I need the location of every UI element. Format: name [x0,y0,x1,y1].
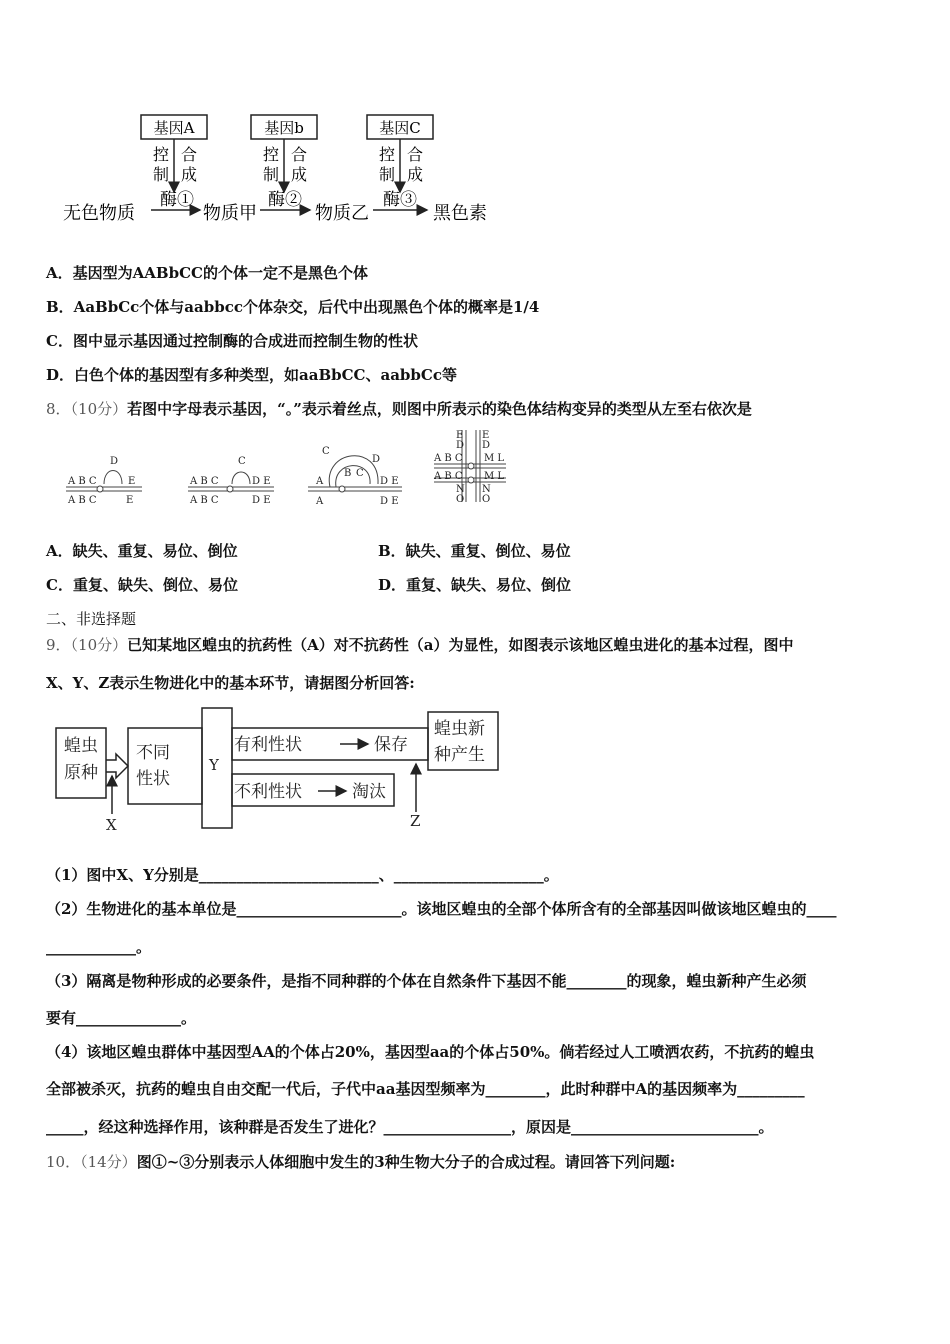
q8-number: 8． [46,400,71,418]
z-label: Z [410,812,421,830]
c4-left2: A B C [434,471,463,482]
c4-bl2: O [456,494,465,505]
c1-bottom-right: E [126,495,134,506]
q9-stem1: 已知某地区蝗虫的抗药性（A）对不抗药性（a）为显性，如图表示该地区蝗虫进化的基本过程，图中 [127,636,794,654]
q8-option-c: C．重复、缺失、倒位、易位 [46,576,238,594]
c1-top-left: A B C [68,476,97,487]
q9-sub1: （1）图中X、Y分别是________________________、____________________。 [46,866,559,884]
q9-score: （10分） [70,636,128,654]
q8-option-d: D．重复、缺失、易位、倒位 [378,576,572,594]
c4-br2: O [482,494,491,505]
c2-top-right: D E [252,476,271,487]
c1-top-right: E [128,476,136,487]
q9-sub3-line2: 要有______________。 [46,1009,197,1027]
q7-option-c: C．图中显示基因通过控制酶的合成进而控制生物的性状 [46,332,418,350]
original-label-1: 蝗虫 [64,736,98,756]
c4-left: A B C [434,453,463,464]
substance-melanin: 黑色素 [433,203,487,224]
favorable-label: 有利性状 [234,735,302,755]
different-label-1: 不同 [136,743,170,763]
evolution-figure [52,706,502,836]
synth-label-3b: 成 [407,165,424,184]
c2-bottom-left: A B C [190,495,219,506]
c3-de2: D E [380,496,399,507]
synth-label-1b: 成 [181,165,198,184]
chromosome-figure [60,428,520,510]
q8-option-a: A．缺失、重复、易位、倒位 [46,542,238,560]
substance-colorless: 无色物质 [63,203,135,224]
c4-br1: N [482,484,491,495]
gene-c-label: 基因C [379,119,421,137]
q9-stem-line1 [46,634,794,655]
different-label-2: 性状 [136,769,170,789]
enzyme-1-label: 酶① [160,190,194,210]
substance-b: 物质乙 [315,203,369,224]
c4-right2: M L [484,471,505,482]
synth-label-2b: 成 [291,165,308,184]
c4-bl1: N [456,484,465,495]
newspecies-label-2: 种产生 [434,745,485,765]
c3-a: A [316,476,324,487]
q7-option-d: D．白色个体的基因型有多种类型，如aaBbCC、aabbCc等 [46,366,457,384]
c3-b: B [344,468,352,479]
substance-a: 物质甲 [203,203,257,224]
synth-label-2a: 合 [291,145,308,164]
q8-stem-text: 若图中字母表示基因，“。”表示着丝点，则图中所表示的染色体结构变异的类型从左至右依次是 [127,400,752,418]
q10-score: （14分） [80,1153,137,1171]
q8-score: （10分） [70,400,128,418]
q10-stem [46,1151,675,1172]
enzyme-2-label: 酶② [268,190,302,210]
unfavorable-label: 不利性状 [234,782,302,802]
gene-a-label: 基因A [153,119,195,137]
q9-stem-line2: X、Y、Z表示生物进化中的基本环节，请据图分析回答: [46,674,415,692]
c3-de: D E [380,476,399,487]
c1-bottom-left: A B C [68,495,97,506]
c4-tr1: E [482,430,490,441]
q8-option-b: B．缺失、重复、倒位、易位 [378,542,571,560]
preserve-label: 保存 [374,735,408,755]
q9-sub2-line1: （2）生物进化的基本单位是______________________。该地区蝗虫的全部个体所含有的全部基因叫做该地区蝗虫的____ [46,900,837,918]
c2-bottom-right: D E [252,495,271,506]
control-label-2a: 控 [263,145,280,164]
newspecies-label-1: 蝗虫新 [434,719,485,739]
synth-label-3a: 合 [407,145,424,164]
section-2-title: 二、非选择题 [46,610,137,628]
control-label-3a: 控 [379,145,396,164]
pathway-figure [55,110,515,235]
q10-stem-text: 图①~③分别表示人体细胞中发生的3种生物大分子的合成过程。请回答下列问题: [136,1153,676,1171]
control-label-1a: 控 [153,145,170,164]
gene-b-label: 基因b [264,119,304,137]
control-label-1b: 制 [153,165,170,184]
synth-label-1a: 合 [181,145,198,164]
c2-top-left: A B C [190,476,219,487]
control-label-2b: 制 [263,165,280,184]
q9-number: 9． [46,636,71,654]
control-label-3b: 制 [379,165,396,184]
c1-loop: D [110,456,119,467]
c3-c2: C [356,468,364,479]
q8-stem [46,398,752,419]
c2-loop: C [238,456,246,467]
c3-d: D [372,454,381,465]
y-label: Y [209,756,219,774]
q10-number: 10． [46,1153,81,1171]
c4-right: M L [484,453,505,464]
q9-sub4-line1: （4）该地区蝗虫群体中基因型AA的个体占20%，基因型aa的个体占50%。倘若经过人工喷洒农药，不抗药的蝗虫 [46,1043,815,1061]
c4-tl1: E [456,430,464,441]
original-label-2: 原种 [64,763,98,783]
c4-tr2: D [482,440,491,451]
q9-sub3-line1: （3）隔离是物种形成的必要条件，是指不同种群的个体在自然条件下基因不能________的现象，蝗虫新种产生必须 [46,972,807,990]
q9-sub4-line2: 全部被杀灭，抗药的蝗虫自由交配一代后，子代中aa基因型频率为________，此时种群中A的基因频率为_________ [46,1080,805,1098]
q7-option-a: A．基因型为AABbCC的个体一定不是黑色个体 [46,264,368,282]
eliminate-label: 淘汰 [352,782,386,802]
c3-c: C [322,446,330,457]
c4-tl2: D [456,440,465,451]
enzyme-3-label: 酶③ [383,190,417,210]
c3-a2: A [316,496,324,507]
q9-sub4-line3: _____，经这种选择作用，该种群是否发生了进化？_________________，原因是_________________________。 [46,1118,774,1136]
q7-option-b: B．AaBbCc个体与aabbcc个体杂交，后代中出现黑色个体的概率是1/4 [46,298,540,316]
x-label: X [106,816,117,834]
q9-sub2-line2: ____________。 [46,938,152,956]
